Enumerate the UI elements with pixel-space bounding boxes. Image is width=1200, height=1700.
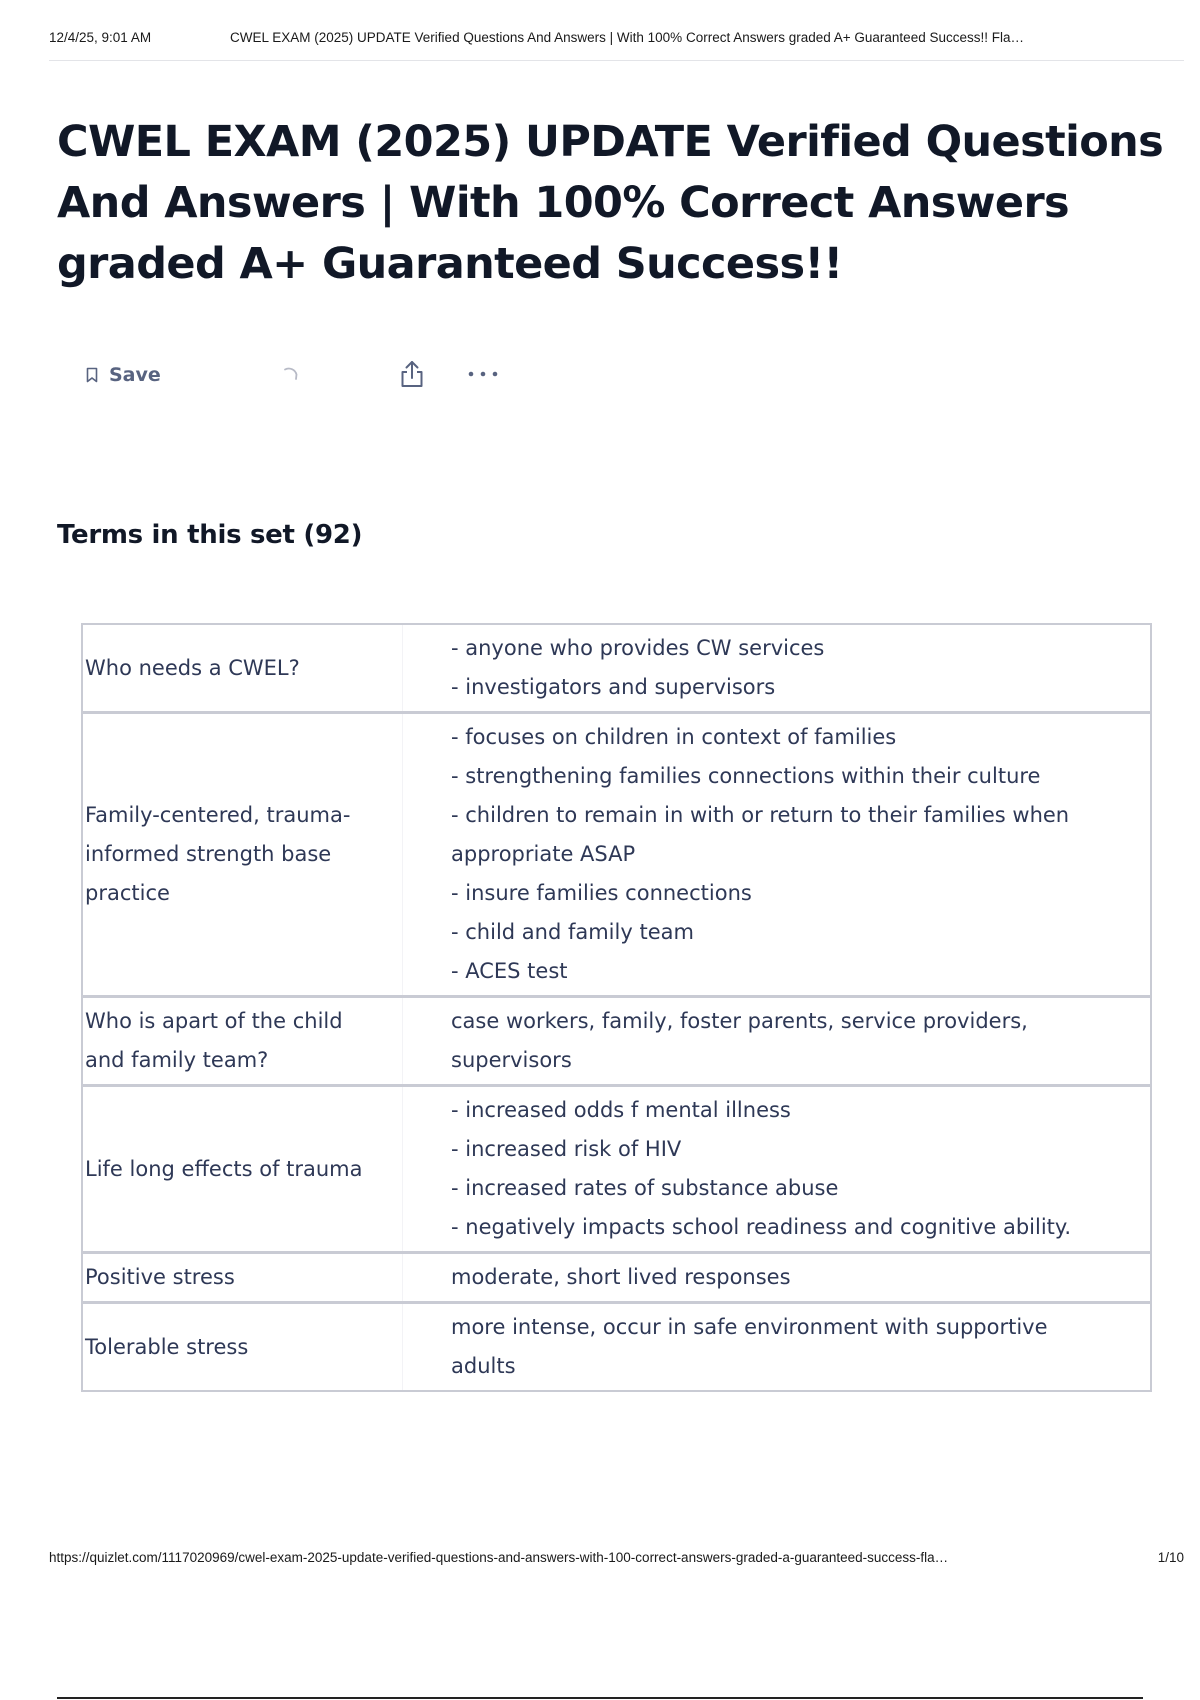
- definition-cell: [403, 1087, 1150, 1251]
- definition-line: - negatively impacts school readiness and cognitive ability.: [451, 1215, 1072, 1239]
- definition-cell: [403, 714, 1150, 995]
- definition-line: - strengthening families connections within their culture: [451, 764, 1041, 788]
- definition-line: - focuses on children in context of families: [451, 725, 897, 749]
- save-button[interactable]: [86, 364, 161, 386]
- terms-table: [81, 623, 1152, 1392]
- term-row: [81, 1084, 1152, 1251]
- definition-line: - increased odds f mental illness: [451, 1098, 791, 1122]
- terms-heading: Terms in this set (92): [57, 520, 363, 550]
- definition-cell: [403, 1254, 1150, 1301]
- term-cell: Who needs a CWEL?: [83, 625, 403, 711]
- term-row: [81, 623, 1152, 711]
- definition-line: - increased risk of HIV: [451, 1137, 682, 1161]
- term-cell: Who is apart of the child and family team?: [83, 998, 403, 1084]
- term-cell: Family-centered, trauma-informed strength base practice: [83, 714, 403, 995]
- action-bar: [86, 356, 586, 396]
- print-header: [49, 28, 1184, 61]
- term-cell: Life long effects of trauma: [83, 1087, 403, 1251]
- definition-line: more intense, occur in safe environment with supportive adults: [451, 1315, 1048, 1378]
- definition-cell: [403, 1304, 1150, 1390]
- term-row: [81, 1251, 1152, 1301]
- page-url: https://quizlet.com/1117020969/cwel-exam-2025-update-verified-questions-and-answers-with-100-correct-answers-graded-a-guaranteed-success-fla…: [49, 1550, 949, 1565]
- definition-line: - investigators and supervisors: [451, 675, 776, 699]
- save-label: Save: [109, 364, 161, 386]
- definition-line: - ACES test: [451, 959, 568, 983]
- term-row: [81, 1301, 1152, 1392]
- print-date: 12/4/25, 9:01 AM: [49, 30, 152, 45]
- page-divider: [57, 1697, 1143, 1699]
- definition-line: - insure families connections: [451, 881, 752, 905]
- term-cell: Tolerable stress: [83, 1304, 403, 1390]
- print-footer: [49, 1550, 1184, 1572]
- definition-line: - child and family team: [451, 920, 694, 944]
- definition-line: case workers, family, foster parents, service providers, supervisors: [451, 1009, 1028, 1072]
- page-number: 1/10: [1157, 1550, 1184, 1565]
- bookmark-icon: [86, 367, 98, 383]
- definition-cell: [403, 625, 1150, 711]
- definition-line: - increased rates of substance abuse: [451, 1176, 839, 1200]
- definition-line: moderate, short lived responses: [451, 1265, 791, 1289]
- page-title: CWEL EXAM (2025) UPDATE Verified Questions And Answers | With 100% Correct Answers graded A+ Guaranteed Success!!: [57, 117, 1164, 289]
- definition-line: - anyone who provides CW services: [451, 636, 825, 660]
- more-icon[interactable]: [467, 370, 499, 378]
- print-page-title: CWEL EXAM (2025) UPDATE Verified Questions And Answers | With 100% Correct Answers graded A+ Guaranteed Success!! Fla…: [230, 30, 1024, 45]
- share-icon[interactable]: [398, 359, 426, 389]
- term-row: [81, 711, 1152, 995]
- term-row: [81, 995, 1152, 1084]
- spinner-icon: [279, 365, 301, 387]
- term-cell: Positive stress: [83, 1254, 403, 1301]
- definition-line: - children to remain in with or return to their families when appropriate ASAP: [451, 803, 1070, 866]
- definition-cell: [403, 998, 1150, 1084]
